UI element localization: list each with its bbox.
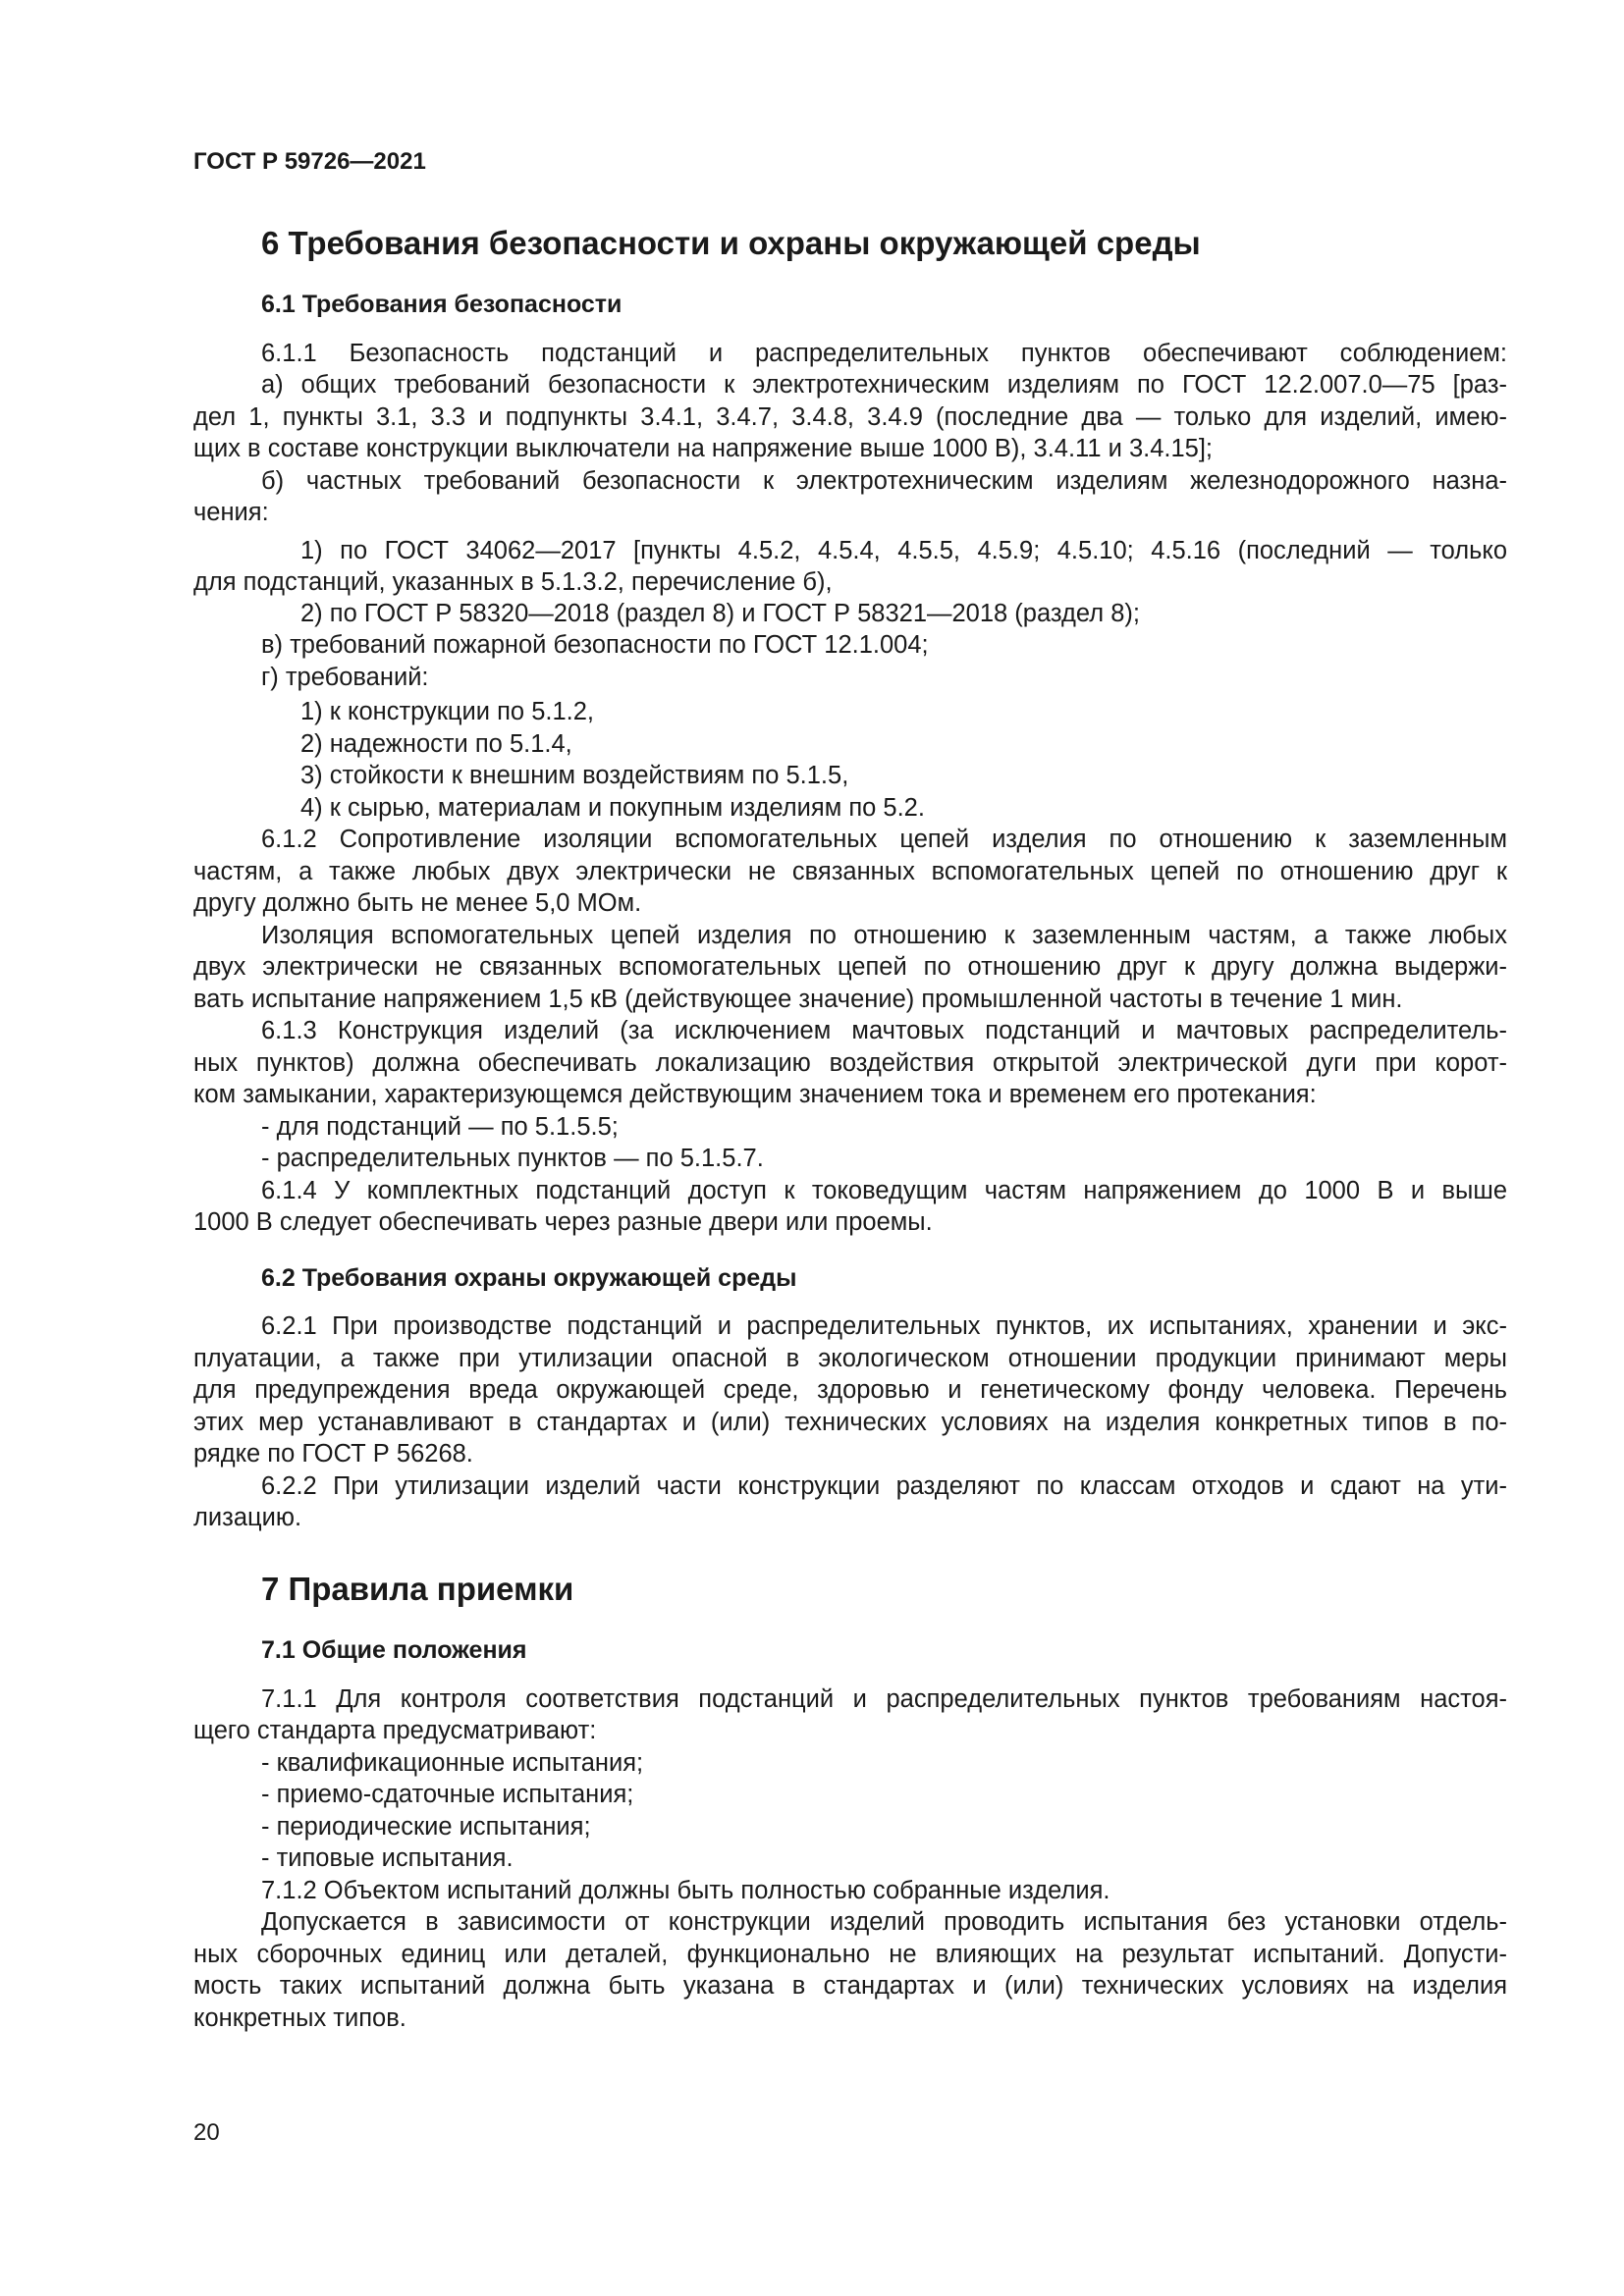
- paragraph-line: 4) к сырью, материалам и покупным изделиям по 5.2.: [300, 794, 925, 822]
- paragraph-line: 6.1.2 Сопротивление изоляции вспомогательных цепей изделия по отношению к заземленным: [261, 826, 1507, 853]
- paragraph-line: другу должно быть не менее 5,0 МОм.: [193, 889, 642, 917]
- paragraph-line: для предупреждения вреда окружающей среде, здоровью и генетическому фонду человека. Перечень: [193, 1376, 1507, 1404]
- paragraph-line: вать испытание напряжением 1,5 кВ (действующее значение) промышленной частоты в течение 1 мин.: [193, 986, 1403, 1013]
- paragraph-line: для подстанций, указанных в 5.1.3.2, перечисление б),: [193, 568, 833, 596]
- paragraph-line: 6.2.2 При утилизации изделий части конструкции разделяют по классам отходов и сдают на ути-: [261, 1472, 1507, 1500]
- paragraph-line: 6.2.1 При производстве подстанций и распределительных пунктов, их испытаниях, хранении и экс-: [261, 1312, 1507, 1340]
- paragraph-line: г) требований:: [261, 664, 429, 691]
- paragraph-line: лизацию.: [193, 1504, 302, 1531]
- subsection-7-1-title: 7.1 Общие положения: [261, 1636, 527, 1664]
- page-number: 20: [193, 2119, 220, 2146]
- paragraph-line: 1000 В следует обеспечивать через разные двери или проемы.: [193, 1208, 933, 1236]
- paragraph-line: 6.1.1 Безопасность подстанций и распределительных пунктов обеспечивают соблюдением:: [261, 340, 1507, 367]
- section-6-title: 6 Требования безопасности и охраны окружающей среды: [261, 225, 1201, 261]
- paragraph-line: б) частных требований безопасности к электротехническим изделиям железнодорожного назна-: [261, 467, 1507, 495]
- list-item: - периодические испытания;: [261, 1813, 591, 1841]
- paragraph-line: 6.1.4 У комплектных подстанций доступ к токоведущим частям напряжением до 1000 В и выше: [261, 1177, 1507, 1204]
- list-item: - распределительных пунктов — по 5.1.5.7.: [261, 1145, 764, 1172]
- paragraph-line: а) общих требований безопасности к электротехническим изделиям по ГОСТ 12.2.007.0—75 [раз-: [261, 371, 1507, 399]
- paragraph-line: частям, а также любых двух электрически не связанных вспомогательных цепей по отношению друг к: [193, 858, 1507, 885]
- paragraph-line: ных сборочных единиц или деталей, функционально не влияющих на результат испытаний. Допусти-: [193, 1941, 1507, 1968]
- paragraph-line: мость таких испытаний должна быть указана в стандартах и (или) технических условиях на изделия: [193, 1972, 1507, 2000]
- paragraph-line: конкретных типов.: [193, 2004, 406, 2032]
- paragraph-line: 7.1.2 Объектом испытаний должны быть полностью собранные изделия.: [261, 1877, 1110, 1904]
- paragraph-line: 2) надежности по 5.1.4,: [300, 730, 572, 758]
- paragraph-line: в) требований пожарной безопасности по ГОСТ 12.1.004;: [261, 631, 929, 659]
- list-item: - типовые испытания.: [261, 1844, 514, 1872]
- paragraph-line: щих в составе конструкции выключатели на напряжение выше 1000 В), 3.4.11 и 3.4.15];: [193, 435, 1214, 462]
- section-7-title: 7 Правила приемки: [261, 1571, 574, 1607]
- paragraph-line: щего стандарта предусматривают:: [193, 1717, 597, 1744]
- paragraph-line: 2) по ГОСТ Р 58320—2018 (раздел 8) и ГОСТ Р 58321—2018 (раздел 8);: [300, 600, 1140, 627]
- paragraph-line: чения:: [193, 499, 269, 526]
- paragraph-line: этих мер устанавливают в стандартах и (или) технических условиях на изделия конкретных типов в по-: [193, 1409, 1507, 1436]
- paragraph-line: рядке по ГОСТ Р 56268.: [193, 1440, 473, 1468]
- subsection-6-2-title: 6.2 Требования охраны окружающей среды: [261, 1264, 797, 1292]
- paragraph-line: ных пунктов) должна обеспечивать локализацию воздействия открытой электрической дуги при корот-: [193, 1049, 1507, 1077]
- subsection-6-1-title: 6.1 Требования безопасности: [261, 291, 623, 318]
- paragraph-line: плуатации, а также при утилизации опасной в экологическом отношении продукции принимают меры: [193, 1345, 1507, 1372]
- paragraph-line: ком замыкании, характеризующемся действующим значением тока и временем его протекания:: [193, 1081, 1317, 1108]
- paragraph-line: 3) стойкости к внешним воздействиям по 5.1.5,: [300, 762, 849, 789]
- paragraph-line: Допускается в зависимости от конструкции изделий проводить испытания без установки отдель-: [261, 1908, 1507, 1936]
- document-header: ГОСТ Р 59726—2021: [193, 148, 426, 175]
- paragraph-line: 6.1.3 Конструкция изделий (за исключением мачтовых подстанций и мачтовых распределитель-: [261, 1017, 1507, 1044]
- list-item: - квалификационные испытания;: [261, 1749, 644, 1777]
- paragraph-line: двух электрически не связанных вспомогательных цепей по отношению друг к другу должна выдержи-: [193, 953, 1507, 981]
- paragraph-line: 1) по ГОСТ 34062—2017 [пункты 4.5.2, 4.5.4, 4.5.5, 4.5.9; 4.5.10; 4.5.16 (последний — только: [300, 537, 1507, 564]
- list-item: - для подстанций — по 5.1.5.5;: [261, 1113, 619, 1141]
- paragraph-line: Изоляция вспомогательных цепей изделия по отношению к заземленным частям, а также любых: [261, 922, 1507, 949]
- paragraph-line: 1) к конструкции по 5.1.2,: [300, 698, 594, 725]
- paragraph-line: дел 1, пункты 3.1, 3.3 и подпункты 3.4.1, 3.4.7, 3.4.8, 3.4.9 (последние два — только для изделий, имею-: [193, 403, 1507, 431]
- paragraph-line: 7.1.1 Для контроля соответствия подстанций и распределительных пунктов требованиям настоя-: [261, 1685, 1507, 1713]
- list-item: - приемо-сдаточные испытания;: [261, 1781, 634, 1808]
